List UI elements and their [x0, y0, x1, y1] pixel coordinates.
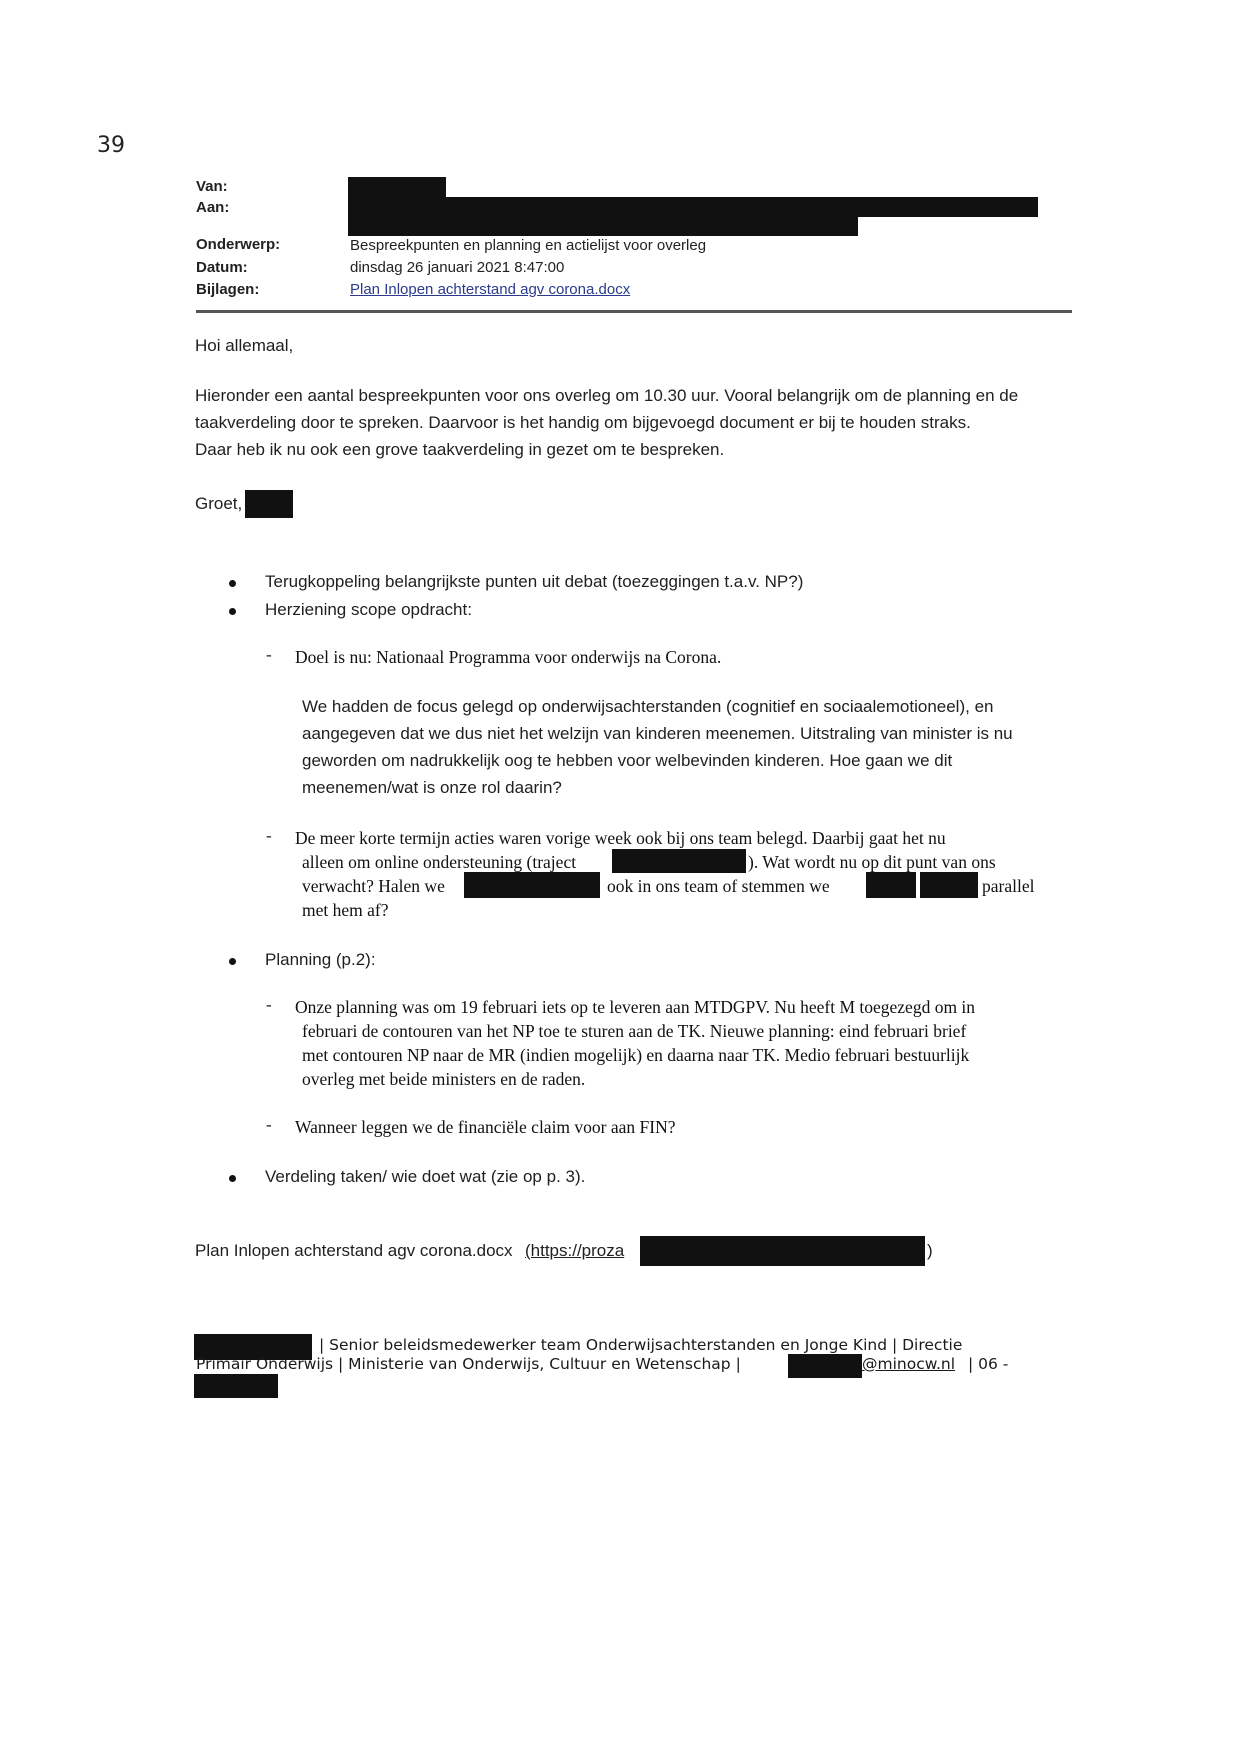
- dash-short-term-line-3b: ook in ons team of stemmen we: [607, 876, 830, 896]
- intro-line-2: taakverdeling door te spreken. Daarvoor is het handig om bijgevoegd document er bij te houden straks.: [195, 413, 971, 432]
- bullet-dot: [229, 1175, 236, 1182]
- redaction-phone: [194, 1374, 278, 1398]
- dash-short-term-line-1: De meer korte termijn acties waren vorige week ook bij ons team belegd. Daarbij gaat het nu: [295, 828, 946, 848]
- dash-financial-claim: Wanneer leggen we de financiële claim voor aan FIN?: [295, 1117, 676, 1137]
- intro-line-3: Daar heb ik nu ook een grove taakverdeling in gezet om te bespreken.: [195, 440, 725, 459]
- redaction-person-1: [464, 872, 600, 898]
- header-divider: [196, 310, 1072, 313]
- dash-goal: Doel is nu: Nationaal Programma voor onderwijs na Corona.: [295, 647, 722, 667]
- attachment-url-link[interactable]: (https://proza: [525, 1241, 625, 1260]
- from-label: Van:: [196, 178, 228, 195]
- attachment-close-paren: ): [927, 1241, 933, 1260]
- dash-marker: -: [266, 826, 272, 845]
- dash-short-term-line-3a: verwacht? Halen we: [302, 876, 445, 896]
- redaction-recipients-1: [348, 197, 1038, 217]
- redaction-sender: [348, 177, 446, 197]
- dash-planning-line-3: met contouren NP naar de MR (indien mogelijk) en daarna naar TK. Medio februari bestuurlijk: [302, 1045, 970, 1065]
- signature-email-link[interactable]: @minocw.nl: [862, 1355, 956, 1373]
- dash-planning-line-2: februari de contouren van het NP toe te sturen aan de TK. Nieuwe planning: eind februari brief: [302, 1021, 967, 1041]
- bullet-scope: Herziening scope opdracht:: [265, 600, 472, 619]
- goal-para-line-4: meenemen/wat is onze rol daarin?: [302, 778, 562, 797]
- bullet-planning: Planning (p.2):: [265, 950, 376, 969]
- bullet-task-division: Verdeling taken/ wie doet wat (zie op p. 3).: [265, 1167, 586, 1186]
- redaction-person-3: [920, 872, 978, 898]
- bullet-feedback: Terugkoppeling belangrijkste punten uit debat (toezeggingen t.a.v. NP?): [265, 572, 804, 591]
- dash-marker: -: [266, 995, 272, 1014]
- dash-short-term-line-2a: alleen om online ondersteuning (traject: [302, 852, 577, 872]
- date-value: dinsdag 26 januari 2021 8:47:00: [350, 259, 565, 276]
- subject-label: Onderwerp:: [196, 236, 281, 253]
- bullet-dot: [229, 958, 236, 965]
- redaction-traject: [612, 849, 746, 873]
- redaction-sender-name: [245, 490, 293, 518]
- subject-value: Bespreekpunten en planning en actielijst voor overleg: [350, 237, 707, 254]
- dash-marker: -: [266, 1115, 272, 1134]
- dash-short-term-line-2b: ). Wat wordt nu op dit punt van ons: [748, 852, 996, 872]
- closing: Groet,: [195, 494, 243, 513]
- goal-para-line-1: We hadden de focus gelegd op onderwijsachterstanden (cognitief en sociaalemotioneel), en: [302, 697, 994, 716]
- signature-line-1: | Senior beleidsmedewerker team Onderwijsachterstanden en Jonge Kind | Directie: [319, 1336, 963, 1354]
- goal-para-line-2: aangegeven dat we dus niet het welzijn van kinderen meenemen. Uitstraling van minister is nu: [302, 724, 1013, 743]
- redaction-recipients-2: [348, 216, 858, 236]
- dash-marker: -: [266, 645, 272, 664]
- goal-para-line-3: geworden om nadrukkelijk oog te hebben voor welbevinden kinderen. Hoe gaan we dit: [302, 751, 953, 770]
- intro-line-1: Hieronder een aantal bespreekpunten voor ons overleg om 10.30 uur. Vooral belangrijk om de planning en de: [195, 386, 1019, 405]
- dash-planning-line-1: Onze planning was om 19 februari iets op te leveren aan MTDGPV. Nu heeft M toegezegd om in: [295, 997, 976, 1017]
- attachment-link[interactable]: Plan Inlopen achterstand agv corona.docx: [350, 281, 631, 298]
- dash-short-term-line-4: met hem af?: [302, 900, 389, 920]
- redaction-email-user: [788, 1354, 862, 1378]
- to-label: Aan:: [196, 199, 230, 216]
- redaction-url: [640, 1236, 925, 1266]
- signature-line-2c: | 06 -: [968, 1355, 1009, 1373]
- signature-line-2a: Primair Onderwijs | Ministerie van Onderwijs, Cultuur en Wetenschap |: [196, 1355, 741, 1373]
- greeting: Hoi allemaal,: [195, 336, 294, 355]
- attachments-label: Bijlagen:: [196, 281, 260, 298]
- redaction-person-2: [866, 872, 916, 898]
- dash-planning-line-4: overleg met beide ministers en de raden.: [302, 1069, 586, 1089]
- bullet-dot: [229, 608, 236, 615]
- page-number: 39: [97, 133, 125, 158]
- attachment-line-text: Plan Inlopen achterstand agv corona.docx: [195, 1241, 513, 1260]
- dash-short-term-line-3c: parallel: [982, 876, 1035, 896]
- bullet-dot: [229, 580, 236, 587]
- date-label: Datum:: [196, 259, 248, 276]
